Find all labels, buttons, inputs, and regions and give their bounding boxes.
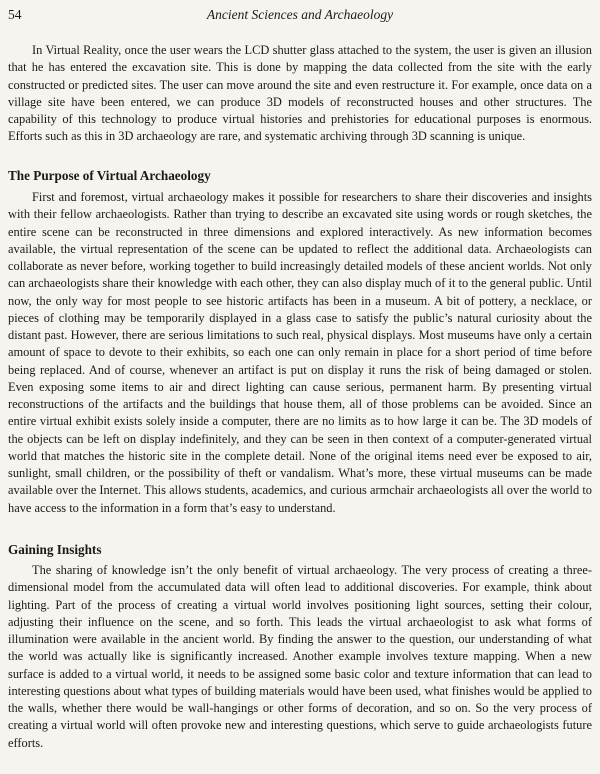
purpose-paragraph: First and foremost, virtual archaeology makes it possible for researchers to share their discoveries and insights with their fellow archaeologists. Rather than trying to describe an excavated site using words or rough sketches, the entire scene can be reconstructed in three dimensions and explored interactively. As new information becomes available, the virtual representation of the scene can be updated to reflect the additional data. Archaeologists can collaborate as never before, working together to build increasingly detailed models of these ancient worlds. Not only can archaeologists share their knowledge with each other, they can also display much of it to the general public. Until now, the only way for most people to see historic artifacts has been in a museum. A bit of pottery, a necklace, or pieces of clothing may be temporarily displayed in a glass case to satisfy the public’s natural curiosity about the distant past. However, there are serious limitations to such real, physical displays. Most museums have only a certain amount of space to devote to their exhibits, so each one can only remain in place for a short period of time before being replaced. And of course, whenever an artifact is put on display it runs the risk of being damaged or stolen. Even exposing some items to air and direct lighting can cause serious, permanent harm. By presenting virtual reconstructions of the artifacts and the buildings that house them, all of those problems can be avoided. Since an entire virtual exhibit exists solely inside a computer, there are no limits as to how large it can be. The 3D models of the objects can be left on display indefinitely, and they can be seen in then context of a computer-generated virtual world that matches the historic site in the complete detail. None of the original items need ever be exposed to air, sunlight, small children, or the possibility of theft or vandalism. What’s more, these virtual museums can be made available over the Internet. This allows students, academics, and curious armchair archaeologists all over the world to have access to the information in a form that’s easy to understand. <box>8 190 592 515</box>
page-number: 54 <box>8 7 22 22</box>
running-head <box>8 7 592 25</box>
book-title: Ancient Sciences and Archaeology <box>206 7 394 22</box>
intro-paragraph: In Virtual Reality, once the user wears the LCD shutter glass attached to the system, the user is given an illusion that he has entered the excavation site. This is done by mapping the data collected from the site with the early constructed or predicted sites. The user can move around the site and even restructure it. For example, once data on a village site have been entered, we can produce 3D models of reconstructed houses and other structures. The capability of this technology to produce virtual histories and prehistories for educational purposes is enormous. Efforts such as this in 3D archaeology are rare, and systematic archiving through 3D scanning is unique. <box>8 43 592 144</box>
insights-paragraph: The sharing of knowledge isn’t the only benefit of virtual archaeology. The very process of creating a three-dimensional model from the accumulated data will often lead to additional discoveries. For example, think about lighting. Part of the process of creating a virtual world involves positioning light sources, setting their colour, adjusting their influence on the scene, and so forth. This leads the virtual archaeologist to ask what forms of illumination were available in the ancient world. By finding the answer to the question, our understanding of what the world was actually like is significantly increased. Another example involves texture mapping. When a new surface is added to a virtual world, it needs to be assigned some basic color and texture information that can lead to interesting questions about what types of building materials would have been used, what finishes would be applied to the walls, whether there would be wall-hangings or other forms of decoration, and so on. So the very process of creating a virtual world will often provoke new and interesting questions, which serve to guide archaeologists future efforts. <box>8 563 592 750</box>
section-heading-insights: Gaining Insights <box>8 542 102 557</box>
section-heading-purpose: The Purpose of Virtual Archaeology <box>8 168 211 183</box>
